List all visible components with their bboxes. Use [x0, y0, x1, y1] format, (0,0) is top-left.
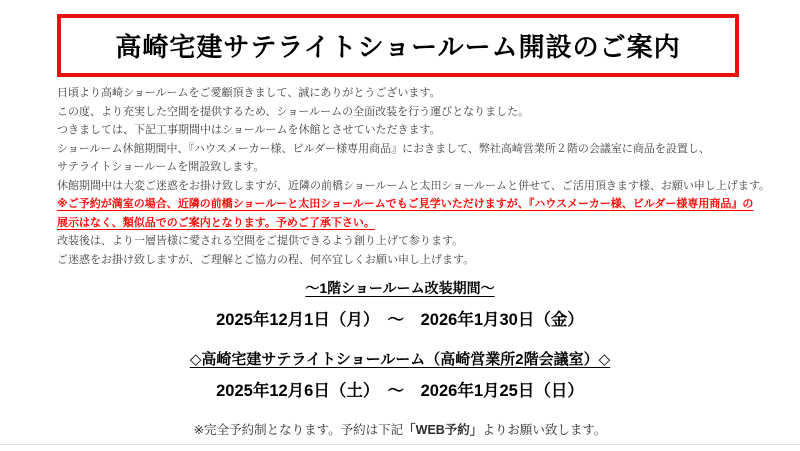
warning-line-1: ※ご予約が満室の場合、近隣の前橋ショールーと太田ショールームでもご見学いただけますが、『ハウスメーカー様、ビルダー様専用商品』の	[57, 198, 754, 210]
page-title: 高崎宅建サテライトショールーム開設のご案内	[115, 32, 681, 62]
notice-title-box	[57, 14, 739, 77]
closing-paragraph-1: 改装後は、より一層皆様に愛される空間をご提供できるよう創り上げて参ります。	[57, 235, 464, 247]
satellite-showroom-heading: ◇高崎宅建サテライトショールーム（高崎営業所2階会議室）◇	[189, 351, 611, 368]
body-paragraph-1: 日頃より高崎ショールームをご愛顧頂きまして、誠にありがとうございます。	[57, 87, 441, 99]
body-paragraph-5: サテライトショールームを開設致します。	[57, 161, 265, 173]
web-reservation-label: 「WEB予約」	[403, 423, 483, 437]
closing-paragraph-2: ご迷惑をお掛け致しますが、ご理解とご協力の程、何卒宜しくお願い申し上げます。	[57, 253, 475, 266]
reservation-note-suffix: よりお願い致します。	[482, 423, 607, 437]
renovation-period-dates: 2025年12月1日（月） ～ 2026年1月30日（金）	[216, 311, 584, 329]
bottom-divider	[0, 444, 800, 445]
notice-body	[57, 84, 790, 269]
reservation-note	[0, 420, 800, 438]
warning-line-2: 展示はなく、類似品でのご案内となります。予めご了承下さい。	[57, 216, 375, 229]
satellite-showroom-dates: 2025年12月6日（土） ～ 2026年1月25日（日）	[216, 382, 584, 400]
body-paragraph-6: 休館期間中は大変ご迷惑をお掛け致しますが、近隣の前橋ショールームと太田ショールームと併せて、ご活用頂きます様、お願い申し上げます。	[57, 179, 771, 192]
body-paragraph-3: つきましては、下記工事期間中はショールームを休館とさせていただきます。	[57, 124, 441, 136]
renovation-period-heading: ～1階ショールーム改装期間～	[305, 280, 495, 296]
body-paragraph-2: この度、より充実した空間を提供するため、ショールームの全面改装を行う運びとなりました。	[57, 105, 530, 118]
body-paragraph-4: ショールーム休館期間中、『ハウスメーカー様、ビルダー様専用商品』におきまして、弊社高崎営業所２階の会議室に商品を設置し、	[57, 142, 710, 155]
reservation-note-prefix: ※完全予約制となります。予約は下記	[193, 423, 404, 437]
